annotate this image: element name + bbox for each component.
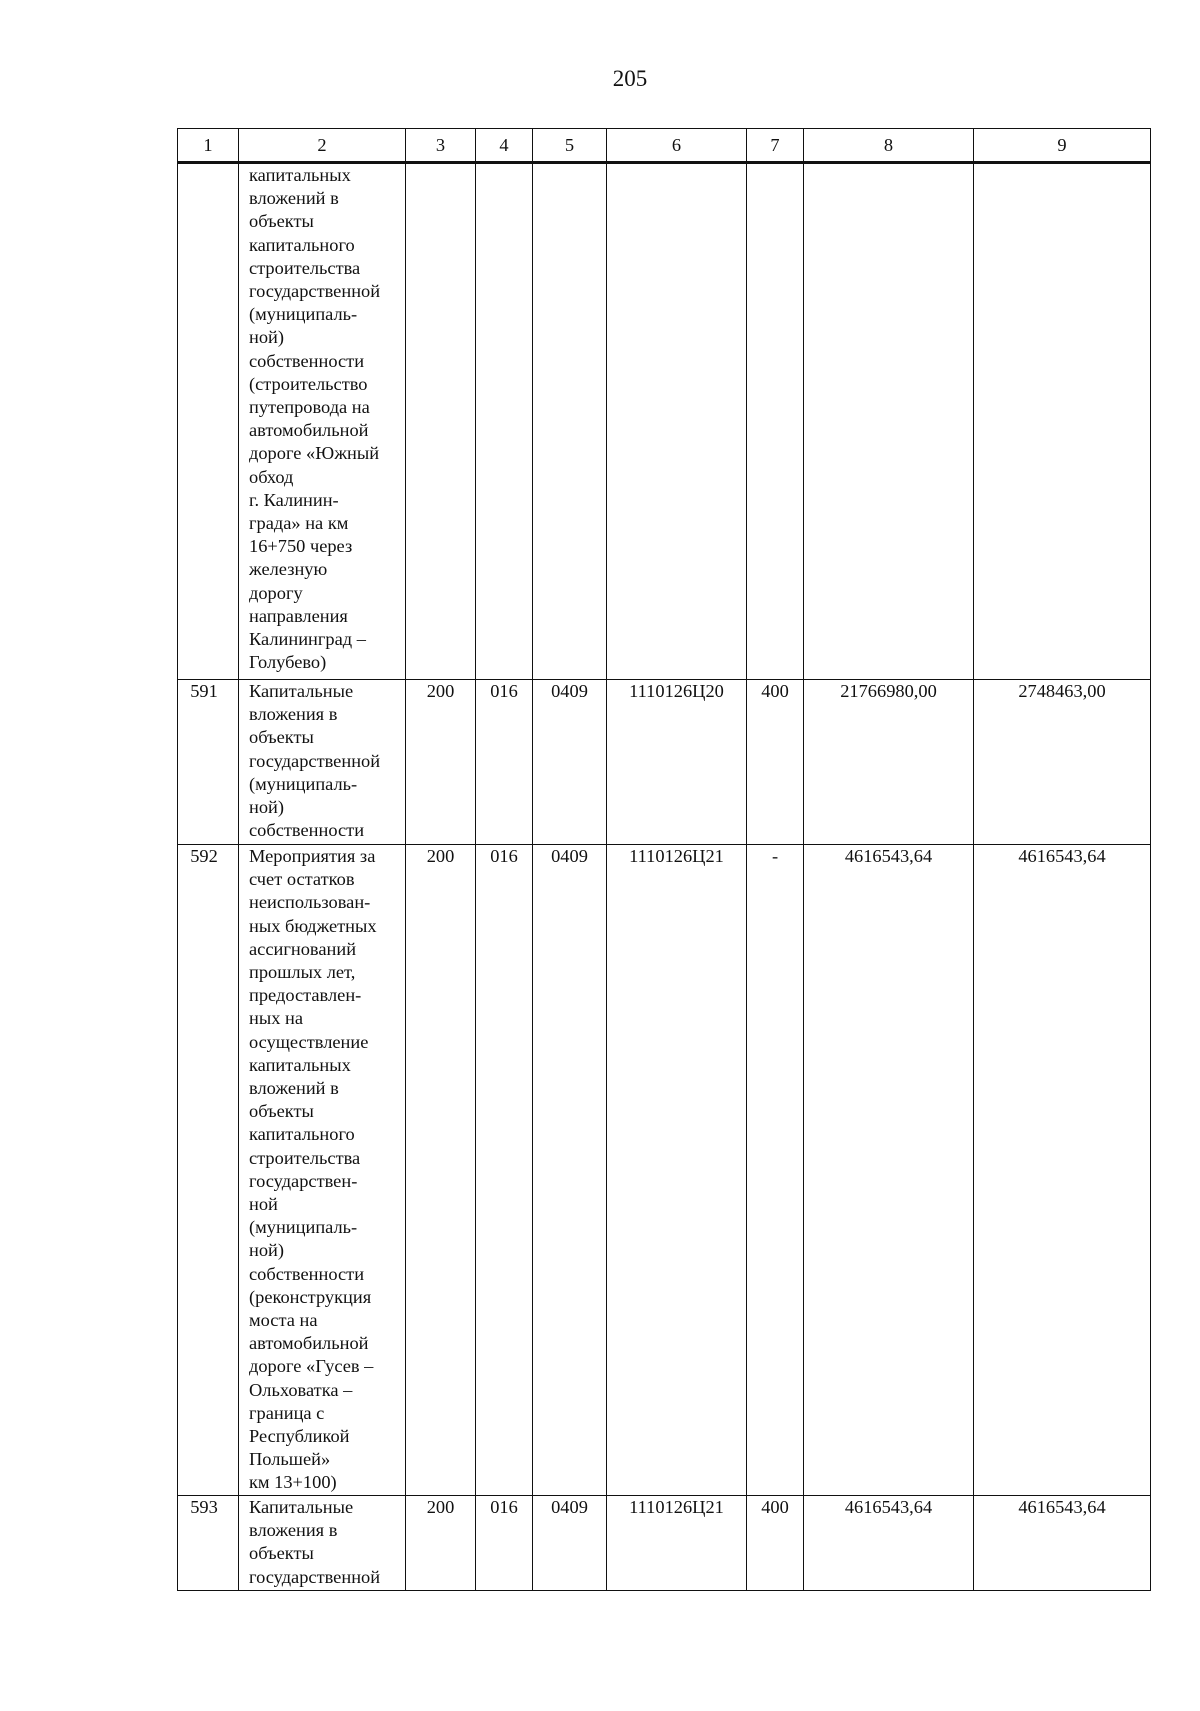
header-col-4: 4 xyxy=(476,129,533,163)
row-col-3: 200 xyxy=(406,1496,476,1591)
budget-table xyxy=(177,128,1151,1591)
table-row xyxy=(178,1496,1151,1591)
row-col-5: 0409 xyxy=(533,680,607,845)
header-col-1: 1 xyxy=(178,129,239,163)
row-number xyxy=(178,163,239,680)
row-col-9: 4616543,64 xyxy=(974,845,1151,1496)
header-col-8: 8 xyxy=(804,129,974,163)
row-col-6 xyxy=(607,163,747,680)
row-col-7: 400 xyxy=(747,680,804,845)
row-col-7: - xyxy=(747,845,804,1496)
row-col-6: 1110126Ц21 xyxy=(607,1496,747,1591)
row-name: Мероприятия за счет остатков неиспользован- ных бюджетных ассигнований прошлых лет, предоставлен- ных на осуществление капитальных вложений в объекты капитального строительства государствен- ной (муниципаль- ной) собственности (реконструкция моста на автомобильной дороге «Гусев – Ольховатка – граница с Республикой Польшей» км 13+100) xyxy=(239,845,406,1496)
row-name: Капитальные вложения в объекты государственной (муниципаль- ной) собственности xyxy=(239,680,406,845)
table-row xyxy=(178,163,1151,680)
row-name: капитальных вложений в объекты капитального строительства государственной (муниципаль- ной) собственности (строительство путепровода на автомобильной дороге «Южный обход г. Калинин- града» на км 16+750 через железную дорогу направления Калининград – Голубево) xyxy=(239,163,406,680)
row-col-5: 0409 xyxy=(533,845,607,1496)
row-col-8: 4616543,64 xyxy=(804,845,974,1496)
row-col-9: 2748463,00 xyxy=(974,680,1151,845)
header-col-3: 3 xyxy=(406,129,476,163)
table-header-row xyxy=(178,129,1151,163)
row-col-8 xyxy=(804,163,974,680)
table-row xyxy=(178,680,1151,845)
row-col-8: 4616543,64 xyxy=(804,1496,974,1591)
row-col-3 xyxy=(406,163,476,680)
row-col-5 xyxy=(533,163,607,680)
row-col-3: 200 xyxy=(406,845,476,1496)
row-col-8: 21766980,00 xyxy=(804,680,974,845)
header-col-6: 6 xyxy=(607,129,747,163)
row-col-4: 016 xyxy=(476,1496,533,1591)
row-col-9 xyxy=(974,163,1151,680)
row-number: 593 xyxy=(178,1496,239,1591)
row-number: 591 xyxy=(178,680,239,845)
row-col-6: 1110126Ц20 xyxy=(607,680,747,845)
row-col-6: 1110126Ц21 xyxy=(607,845,747,1496)
table-row xyxy=(178,845,1151,1496)
header-col-2: 2 xyxy=(239,129,406,163)
page-number: 205 xyxy=(612,66,648,91)
row-col-5: 0409 xyxy=(533,1496,607,1591)
row-name: Капитальные вложения в объекты государственной xyxy=(239,1496,406,1591)
header-col-7: 7 xyxy=(747,129,804,163)
row-number: 592 xyxy=(178,845,239,1496)
row-col-4 xyxy=(476,163,533,680)
row-col-7 xyxy=(747,163,804,680)
row-col-7: 400 xyxy=(747,1496,804,1591)
row-col-3: 200 xyxy=(406,680,476,845)
row-col-9: 4616543,64 xyxy=(974,1496,1151,1591)
header-col-5: 5 xyxy=(533,129,607,163)
row-col-4: 016 xyxy=(476,845,533,1496)
row-col-4: 016 xyxy=(476,680,533,845)
header-col-9: 9 xyxy=(974,129,1151,163)
